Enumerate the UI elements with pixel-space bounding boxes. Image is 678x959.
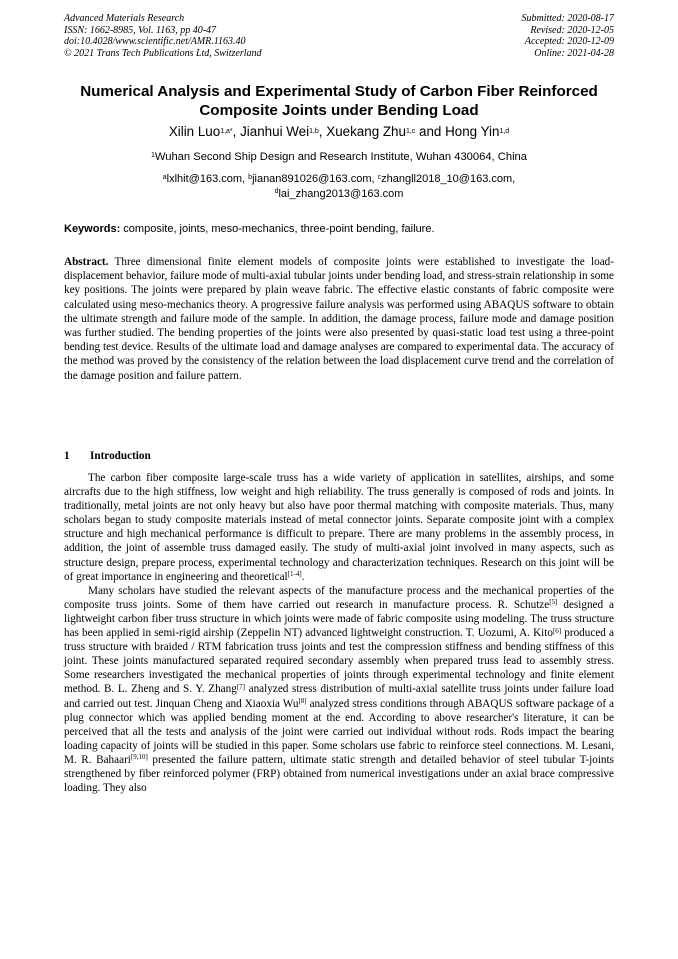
paragraph-text: Many scholars have studied the relevant aspects of the manufacture process and the mechanical properties of the composite truss joints. Some of them have carried out research in manufacture process. R. Schutze xyxy=(64,584,614,611)
author-name: Xilin Luo xyxy=(168,124,221,139)
email-sup: d xyxy=(274,188,279,195)
paragraph-text: presented the failure pattern, ultimate static strength and detailed behavior of steel tubular T-joints strengthened by fiber reinforced polymer (FRP) obtained from numerical investigations under an axial brace compressive loading. They also xyxy=(64,753,614,795)
abstract xyxy=(64,255,614,383)
author-affil-sup: 1,c xyxy=(405,127,416,135)
author-separator: , xyxy=(232,124,241,139)
revised-date: Revised: 2020-12-05 xyxy=(530,24,614,36)
author-separator: , xyxy=(318,124,327,139)
keywords-label: Keywords: xyxy=(64,223,121,235)
author-emails xyxy=(40,172,638,201)
abstract-text: Three dimensional finite element models of composite joints were established to investigate the load-displacement behavior, failure mode of multi-axial tubular joints under bending load, and stress-strain relationship in some key positions. The joints were prepared by plain weave fabric. The effective elastic constants of fabric composite were calculated using meso-mechanics theory. A progressive failure analysis was performed using ABAQUS software to obtain the ultimate strength and failure mode of the sample. In addition, the damage process, failure mode and damage position was further studied. The bending properties of the joints were also presented by quasi-static load test using a three-point bending test device. Results of the ultimate load and damage analyses are compared to experimental data. The accuracy of the method was proved by the consistency of the relation between the load displacement curve trend and the correlation of the damage position and failure pattern. xyxy=(64,256,614,382)
author-name: Xuekang Zhu xyxy=(326,124,406,139)
paragraph-text: analyzed stress distribution of multi-axial satellite truss joints under failure load and carried out test. Jinquan Cheng and Xiaoxia Wu xyxy=(64,683,615,710)
email-link[interactable]: lxlhit@163.com, xyxy=(166,173,249,185)
paragraph xyxy=(64,471,614,584)
paragraph-text: analyzed stress conditions through ABAQUS software package of a plug connector which was applied bending moment at the end. According to above researcher's literature, it can be perceived that all the tests and analysis of the joint were carried out individual without rods. Rods impact the bearing loading capacity of joints will be studied in this paper. Some scholars use fabric to reinforce steel connections. M. Lesani, M. R. Bahaari xyxy=(64,697,614,766)
citation: [8] xyxy=(298,697,307,705)
author-name: Jianhui Wei xyxy=(240,124,310,139)
email-sup: b xyxy=(248,173,253,181)
citation: [1-4] xyxy=(287,570,302,579)
affiliation-text: Wuhan Second Ship Design and Research Institute, Wuhan 430064, China xyxy=(154,151,528,163)
body-text xyxy=(64,471,614,795)
author-affil-sup: 1,d xyxy=(499,127,510,135)
title-line-1: Numerical Analysis and Experimental Study of Carbon Fiber Reinforced xyxy=(80,83,598,100)
email-sup: c xyxy=(377,173,382,181)
email-line-2 xyxy=(40,187,638,202)
email-line-1 xyxy=(40,172,638,187)
section-title: Introduction xyxy=(90,450,151,462)
paragraph-text: designed a lightweight carbon fiber truss structure in which joints were made of fabric composite using modeling. The truss structure has been applied in semi-rigid airship (Zeppelin NT) advanced lightweight construction. T. Uozumi, A. Kito xyxy=(64,598,615,640)
journal-header-right xyxy=(522,13,615,59)
section-heading-introduction xyxy=(64,449,614,463)
affiliation-sup: 1 xyxy=(150,151,155,159)
title-line-2: Composite Joints under Bending Load xyxy=(199,102,479,119)
author-affil-sup: 1,a* xyxy=(220,127,233,135)
email-link[interactable]: lai_zhang2013@163.com xyxy=(278,187,404,200)
citation: [6] xyxy=(552,626,562,635)
keywords-text: composite, joints, meso-mechanics, three-point bending, failure. xyxy=(120,223,435,235)
author-conjunction: and xyxy=(415,124,446,139)
doi-line: doi:10.4028/www.scientific.net/AMR.1163.40 xyxy=(64,36,246,48)
citation: [5] xyxy=(549,598,558,607)
submitted-date: Submitted: 2020-08-17 xyxy=(521,13,614,24)
citation: [7] xyxy=(236,682,246,691)
issn-line: ISSN: 1662-8985, Vol. 1163, pp 40-47 xyxy=(64,24,217,36)
paragraph xyxy=(64,584,614,795)
affiliation xyxy=(40,150,638,164)
section-number: 1 xyxy=(64,450,70,462)
copyright-line: © 2021 Trans Tech Publications Ltd, Switzerland xyxy=(64,47,262,59)
paper-title xyxy=(50,82,628,120)
citation: [9,10] xyxy=(130,753,148,762)
paragraph-text: The carbon fiber composite large-scale truss has a wide variety of application in satellites, airships, and some aircrafts due to the high stiffness, low weight and high reliability. The truss generally is composed of rods and joints. In traditionally, metal joints are not only heavy but also have poor thermal matching with composite materials. Thus, many scholars began to study composite materials instead of metal connector joints. Separate composite joint with a complex structure and high mechanical performance is difficult to prepare. There are many problems in the assembly process, in addition, the joint of assemble truss damaged easily. The study of multi-axial joint involved in many aspects, such as structure design, prepare process, experimental technology and characterization techniques. Research on this joint will be of great importance in engineering and theoretical xyxy=(64,472,614,583)
journal-header-left xyxy=(64,13,262,59)
abstract-label: Abstract. xyxy=(64,256,109,268)
author-name: Hong Yin xyxy=(445,124,500,139)
keywords xyxy=(64,222,614,236)
email-sup: a xyxy=(162,173,167,181)
email-link[interactable]: zhangll2018_10@163.com, xyxy=(381,173,516,185)
online-date: Online: 2021-04-28 xyxy=(534,47,614,59)
paragraph-text: . xyxy=(301,570,305,583)
journal-name: Advanced Materials Research xyxy=(64,13,185,24)
author-list xyxy=(40,123,638,141)
accepted-date: Accepted: 2020-12-09 xyxy=(524,36,614,48)
email-link[interactable]: jianan891026@163.com, xyxy=(252,173,378,185)
paragraph-text: produced a truss structure with braided / RTM fabrication truss joints and test the compression stiffness and bending stiffness of this joint. These joints manufactured separated required secondary assembly when prepared truss lead to assembly stress. Some researchers investigated the mechanical properties of joints through experimental technology and finite element method. B. L. Zheng and S. Y. Zhang xyxy=(64,627,614,696)
author-affil-sup: 1,b xyxy=(309,127,319,135)
